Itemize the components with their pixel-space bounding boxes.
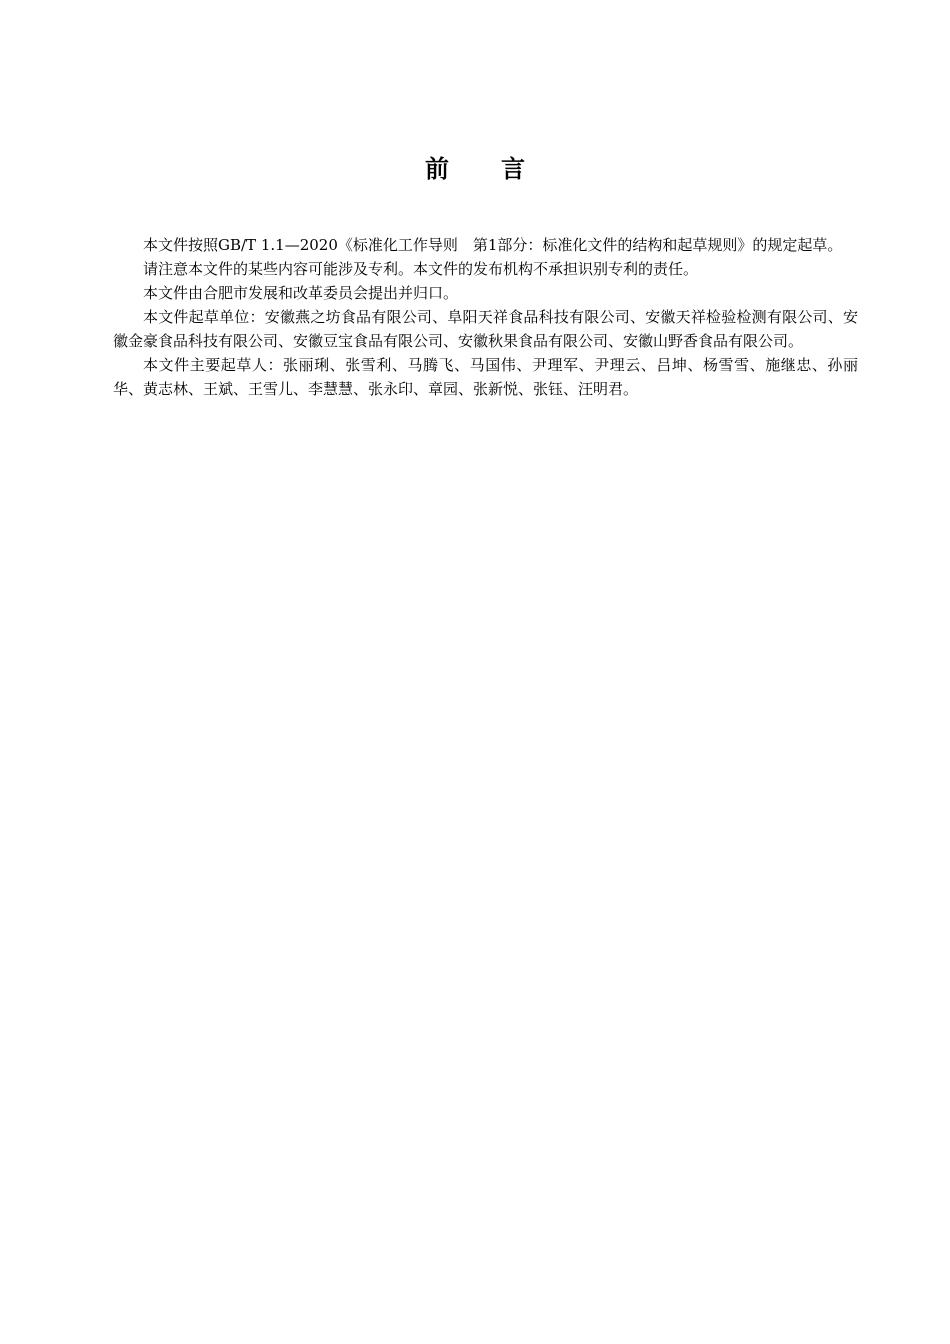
preface-title-char-2: 言 xyxy=(501,155,525,183)
paragraph-drafting-rules: 本文件按照GB/T 1.1—2020《标准化工作导则 第1部分：标准化文件的结构和起草规则》的规定起草。 xyxy=(143,236,843,254)
paragraph-drafting-units: 本文件起草单位：安徽燕之坊食品有限公司、阜阳天祥食品科技有限公司、安徽天祥检验检测有限公司、安徽金豪食品科技有限公司、安徽豆宝食品有限公司、安徽秋果食品有限公司、安徽山野香食品有限公司。 xyxy=(113,308,858,350)
paragraph-patent-notice: 请注意本文件的某些内容可能涉及专利。本文件的发布机构不承担识别专利的责任。 xyxy=(143,260,699,278)
preface-body xyxy=(113,233,858,401)
paragraph-drafters: 本文件主要起草人：张丽琍、张雪利、马腾飞、马国伟、尹理军、尹理云、吕坤、杨雪雪、施继忠、孙丽华、黄志林、王斌、王雪儿、李慧慧、张永印、章园、张新悦、张钰、汪明君。 xyxy=(113,356,858,398)
preface-title xyxy=(0,152,950,186)
preface-title-char-1: 前 xyxy=(425,155,449,183)
paragraph-proposer: 本文件由合肥市发展和改革委员会提出并归口。 xyxy=(143,284,459,302)
